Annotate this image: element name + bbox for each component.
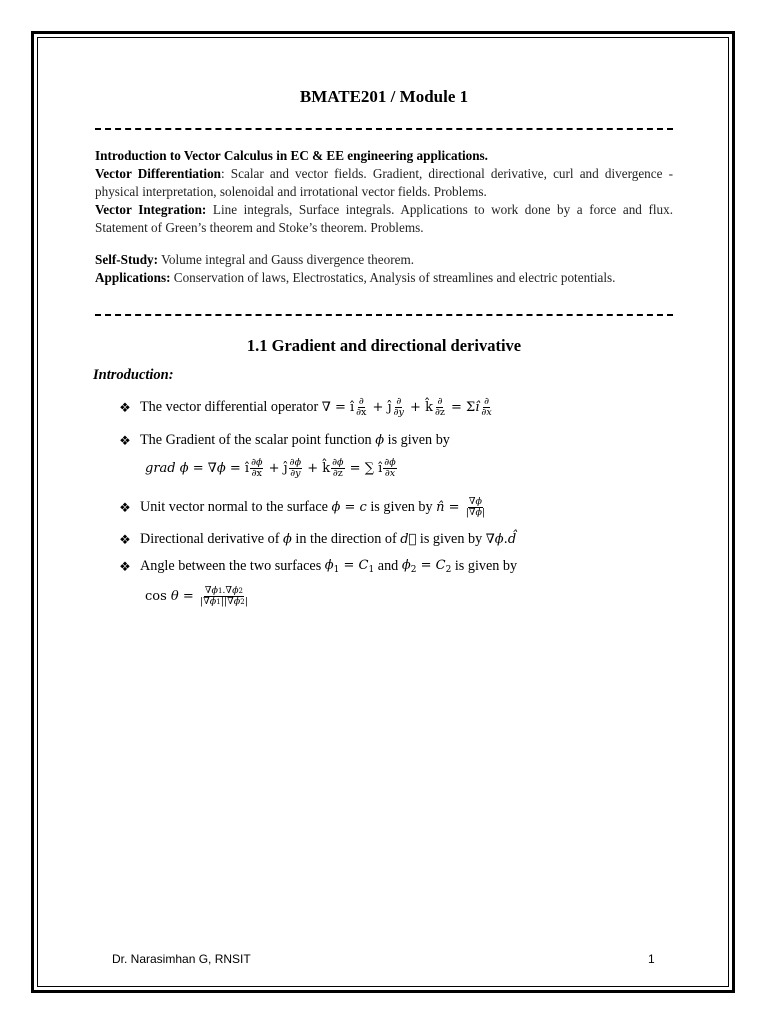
syllabus-applications: Applications: Conservation of laws, Electrostatics, Analysis of streamlines and electric potentials. (95, 270, 616, 285)
syllabus-intro: Introduction to Vector Calculus in EC & EE engineering applications. (95, 148, 488, 163)
footer-author: Dr. Narasimhan G, RNSIT (112, 952, 251, 966)
diamond-bullet-icon: ❖ (119, 432, 131, 448)
diamond-bullet-icon: ❖ (119, 499, 131, 515)
directional-derivative-equation: ∇ϕ.d̂ (485, 532, 517, 547)
diamond-bullet-icon: ❖ (119, 531, 131, 547)
bullet-angle-surfaces: ❖ Angle between the two surfaces $\phi_1 = C_1$ and $\phi_2 = C_2$ is given by (119, 558, 518, 575)
page-title: BMATE201 / Module 1 (299, 87, 469, 106)
dashed-divider-bottom (95, 314, 673, 316)
bullet-gradient: ❖ The Gradient of the scalar point function ϕ is given by (119, 432, 450, 448)
syllabus-self-study: Self-Study: Volume integral and Gauss divergence theorem. (95, 252, 415, 267)
syllabus-block (95, 147, 673, 287)
dashed-divider-top (95, 128, 673, 130)
bullet-unit-normal: ❖ Unit vector normal to the surface ϕ = c is given by n̂ = $\frac{\nabla\phi}{|\nabla\phi|}$ (119, 496, 486, 518)
syllabus-vector-integration: Vector Integration: Line integrals, Surface integrals. Applications to work done by a force and flux. Statement of Green’s theorem and Stoke’s theorem. Problems. (95, 202, 673, 235)
gradient-equation: grad ϕ = ∇ϕ = î $\frac{\partial\phi}{\partial x}$ + ĵ $\frac{\partial\phi}{\partial y}$ + k̂ $\frac{\partial\phi}{\partial z}$ = ∑ î $\frac{\partial\phi}{\partial x}$ (145, 457, 396, 479)
footer-page-number: 1 (648, 952, 655, 966)
bullet-directional-derivative: ❖ Directional derivative of ϕ in the direction of d⃗ is given by ∇ϕ.d̂ (119, 531, 517, 547)
angle-equation: cos θ = $\frac{\nabla\phi 1.\nabla\phi 2}{|\nabla\phi 1||\nabla\phi 2|}$ (145, 585, 248, 607)
del-operator-equation: ∇ = î $\frac{\partial}{\partial x}$ + ĵ $\frac{\partial}{\partial y}$ + k̂ $\frac{\partial}{\partial z}$ = Σî $\frac{\partial}{\partial x}$ (321, 396, 492, 418)
diamond-bullet-icon: ❖ (119, 399, 131, 415)
diamond-bullet-icon: ❖ (119, 558, 131, 574)
introduction-label: Introduction: (93, 367, 174, 383)
section-title: 1.1 Gradient and directional derivative (246, 336, 522, 355)
unit-normal-equation: n̂ = $\frac{\nabla\phi}{|\nabla\phi|}$ (436, 496, 486, 518)
bullet-del-operator: ❖ The vector differential operator ∇ = î $\frac{\partial}{\partial x}$ + ĵ $\frac{\partial}{\partial y}$ + k̂ $\frac{\partial}{\partial z}$ = Σî $\frac{\partial}{\partial x}$ (119, 396, 492, 418)
syllabus-vector-differentiation: Vector Differentiation: Scalar and vector fields. Gradient, directional derivative, curl and divergence - physical interpretation, solenoidal and irrotational vector fields. Problems. (95, 166, 673, 199)
